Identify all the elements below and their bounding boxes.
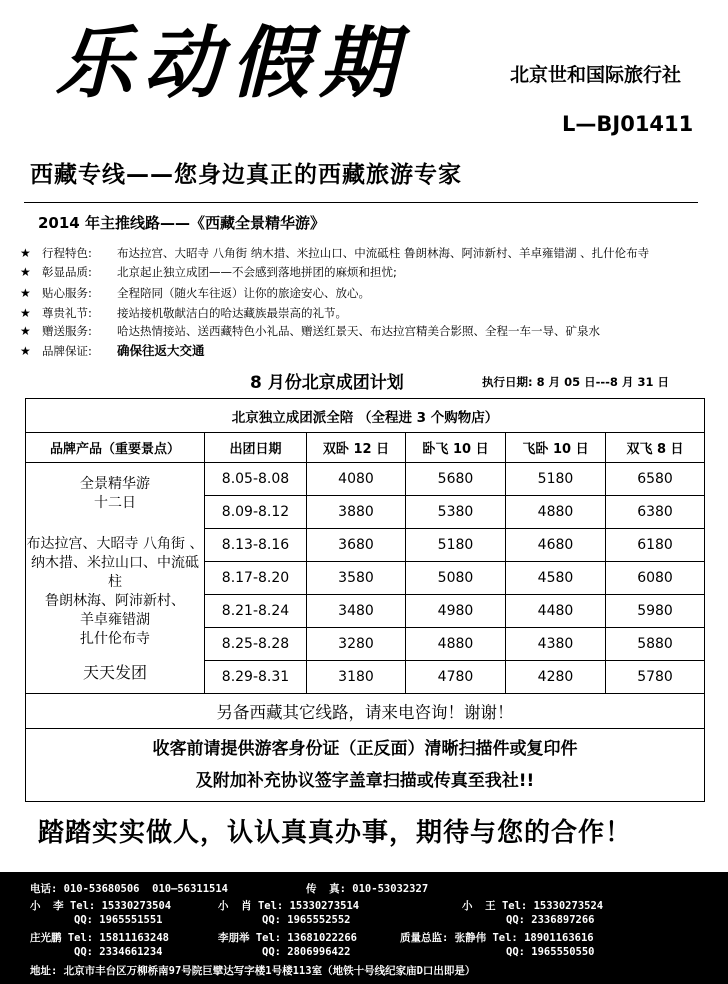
table-row — [26, 463, 705, 496]
product-sight: 扎什伦布寺 — [80, 630, 150, 647]
divider — [24, 202, 698, 203]
feature-item — [20, 264, 397, 280]
price-cell: 4480 — [506, 595, 606, 628]
id-requirement: 收客前请提供游客身份证（正反面）清晰扫描件或复印件 — [152, 739, 578, 759]
price-cell: 5380 — [406, 496, 506, 529]
execution-date: 执行日期: 8 月 05 日---8 月 31 日 — [482, 375, 669, 389]
contact-tel: 质量总监: 张静伟 Tel: 18901163616 — [400, 932, 594, 944]
price-cell: 6580 — [606, 463, 705, 496]
price-cell: 6080 — [606, 562, 705, 595]
document-requirement-note — [26, 729, 705, 802]
license-number: L—BJ01411 — [562, 112, 694, 136]
date-cell: 8.21-8.24 — [205, 595, 307, 628]
feature-text: 布达拉宫、大昭寺 八角街 纳木措、米拉山口、中流砥柱 鲁朗林海、阿沛新村、羊卓雍错湖 、扎什伦布寺 — [117, 246, 650, 260]
feature-label: 行程特色: — [42, 246, 92, 260]
price-cell: 4880 — [406, 628, 506, 661]
daily-departure: 天天发团 — [82, 662, 147, 682]
star-icon: ★ — [20, 306, 31, 320]
group-header: 北京独立成团派全陪 （全程进 3 个购物店） — [26, 399, 705, 433]
feature-text: 北京起止独立成团——不会感到落地拼团的麻烦和担忧; — [117, 265, 397, 279]
price-cell: 6180 — [606, 529, 705, 562]
star-icon: ★ — [20, 344, 31, 358]
product-sight: 布达拉宫、大昭寺 八角街 、 — [26, 535, 204, 552]
contact-tel: 庄光鹏 Tel: 15811163248 — [30, 932, 169, 944]
contact-qq: QQ: 2336897266 — [506, 914, 595, 926]
phone-line: 电话: 010-53680506 010—56311514 — [30, 883, 229, 895]
price-cell: 3180 — [307, 661, 406, 694]
price-cell: 3580 — [307, 562, 406, 595]
star-icon: ★ — [20, 286, 31, 300]
date-cell: 8.13-8.16 — [205, 529, 307, 562]
contact-qq: QQ: 1965552552 — [262, 914, 351, 926]
price-cell: 3680 — [307, 529, 406, 562]
price-cell: 3280 — [307, 628, 406, 661]
contact-tel: 小 李 Tel: 15330273504 — [30, 900, 172, 912]
product-sight: 鲁朗林海、阿沛新村、 — [45, 592, 185, 609]
date-cell: 8.05-8.08 — [205, 463, 307, 496]
feature-label: 尊贵礼节: — [42, 306, 92, 320]
price-cell: 5680 — [406, 463, 506, 496]
brand-logo: 乐动假期 — [55, 18, 408, 109]
price-cell: 4380 — [506, 628, 606, 661]
column-header: 出团日期 — [205, 433, 307, 463]
agency-name: 北京世和国际旅行社 — [510, 64, 682, 86]
column-header: 卧飞 10 日 — [406, 433, 506, 463]
column-header-row — [26, 433, 705, 463]
price-cell: 4780 — [406, 661, 506, 694]
contact-tel: 小 肖 Tel: 15330273514 — [218, 900, 360, 912]
date-cell: 8.25-8.28 — [205, 628, 307, 661]
price-cell: 3480 — [307, 595, 406, 628]
star-icon: ★ — [20, 265, 31, 279]
address-line: 地址: 北京市丰台区万柳桥南97号院巨擘达写字楼1号楼113室（地铁十号线纪家庙D口出即是） — [30, 965, 476, 977]
price-cell: 5080 — [406, 562, 506, 595]
price-cell: 5980 — [606, 595, 705, 628]
product-sight: 羊卓雍错湖 — [80, 611, 150, 628]
contact-tel: 李朋举 Tel: 13681022266 — [218, 932, 357, 944]
date-cell: 8.29-8.31 — [205, 661, 307, 694]
contact-qq: QQ: 1965550550 — [506, 946, 595, 958]
feature-text: 全程陪同（随火车往返）让你的旅途安心、放心。 — [117, 286, 370, 300]
price-cell: 5880 — [606, 628, 705, 661]
price-cell: 3880 — [307, 496, 406, 529]
feature-text: 接站接机敬献洁白的哈达藏族最崇高的礼节。 — [117, 306, 347, 320]
contact-tel: 小 王 Tel: 15330273524 — [462, 900, 604, 912]
feature-label: 彰显品质: — [42, 265, 92, 279]
column-header: 飞卧 10 日 — [506, 433, 606, 463]
price-cell: 4580 — [506, 562, 606, 595]
agreement-requirement: 及附加补充协议签字盖章扫描或传真至我社!! — [195, 771, 535, 791]
product-name: 全景精华游 — [80, 475, 150, 492]
feature-label: 品牌保证: — [42, 344, 92, 358]
contact-qq: QQ: 2806996422 — [262, 946, 351, 958]
date-cell: 8.09-8.12 — [205, 496, 307, 529]
price-cell: 5780 — [606, 661, 705, 694]
motto: 踏踏实实做人，认认真真办事，期待与您的合作！ — [38, 818, 633, 848]
star-icon: ★ — [20, 246, 31, 260]
route-title: 2014 年主推线路——《西藏全景精华游》 — [38, 214, 325, 232]
plan-title: 8 月份北京成团计划 — [250, 373, 404, 393]
contact-qq: QQ: 1965551551 — [74, 914, 163, 926]
product-sight: 纳木措、米拉山口、中流砥柱 — [31, 554, 199, 590]
feature-text: 确保往返大交通 — [117, 343, 205, 358]
price-cell: 5180 — [406, 529, 506, 562]
product-cell — [26, 463, 205, 694]
price-cell: 4280 — [506, 661, 606, 694]
price-cell: 4680 — [506, 529, 606, 562]
product-days: 十二日 — [94, 494, 136, 511]
column-header: 品牌产品（重要景点） — [26, 433, 205, 463]
feature-item — [20, 245, 649, 261]
column-header: 双卧 12 日 — [307, 433, 406, 463]
date-cell: 8.17-8.20 — [205, 562, 307, 595]
feature-item — [20, 285, 370, 301]
star-icon: ★ — [20, 324, 31, 338]
price-table — [25, 398, 705, 802]
price-cell: 4880 — [506, 496, 606, 529]
other-routes-note: 另备西藏其它线路，请来电咨询！谢谢！ — [26, 694, 705, 729]
slogan: 西藏专线——您身边真正的西藏旅游专家 — [30, 162, 462, 188]
price-cell: 5180 — [506, 463, 606, 496]
feature-item — [20, 343, 205, 359]
feature-item — [20, 323, 600, 339]
contact-footer — [0, 872, 728, 984]
contact-qq: QQ: 2334661234 — [74, 946, 163, 958]
column-header: 双飞 8 日 — [606, 433, 705, 463]
feature-item — [20, 305, 347, 321]
fax-line: 传 真: 010-53032327 — [306, 883, 429, 895]
price-cell: 6380 — [606, 496, 705, 529]
price-cell: 4980 — [406, 595, 506, 628]
feature-label: 赠送服务: — [42, 324, 92, 338]
feature-text: 哈达热情接站、送西藏特色小礼品、赠送红景天、布达拉宫精美合影照、全程一车一导、矿泉水 — [117, 324, 600, 338]
price-cell: 4080 — [307, 463, 406, 496]
feature-label: 贴心服务: — [42, 286, 92, 300]
